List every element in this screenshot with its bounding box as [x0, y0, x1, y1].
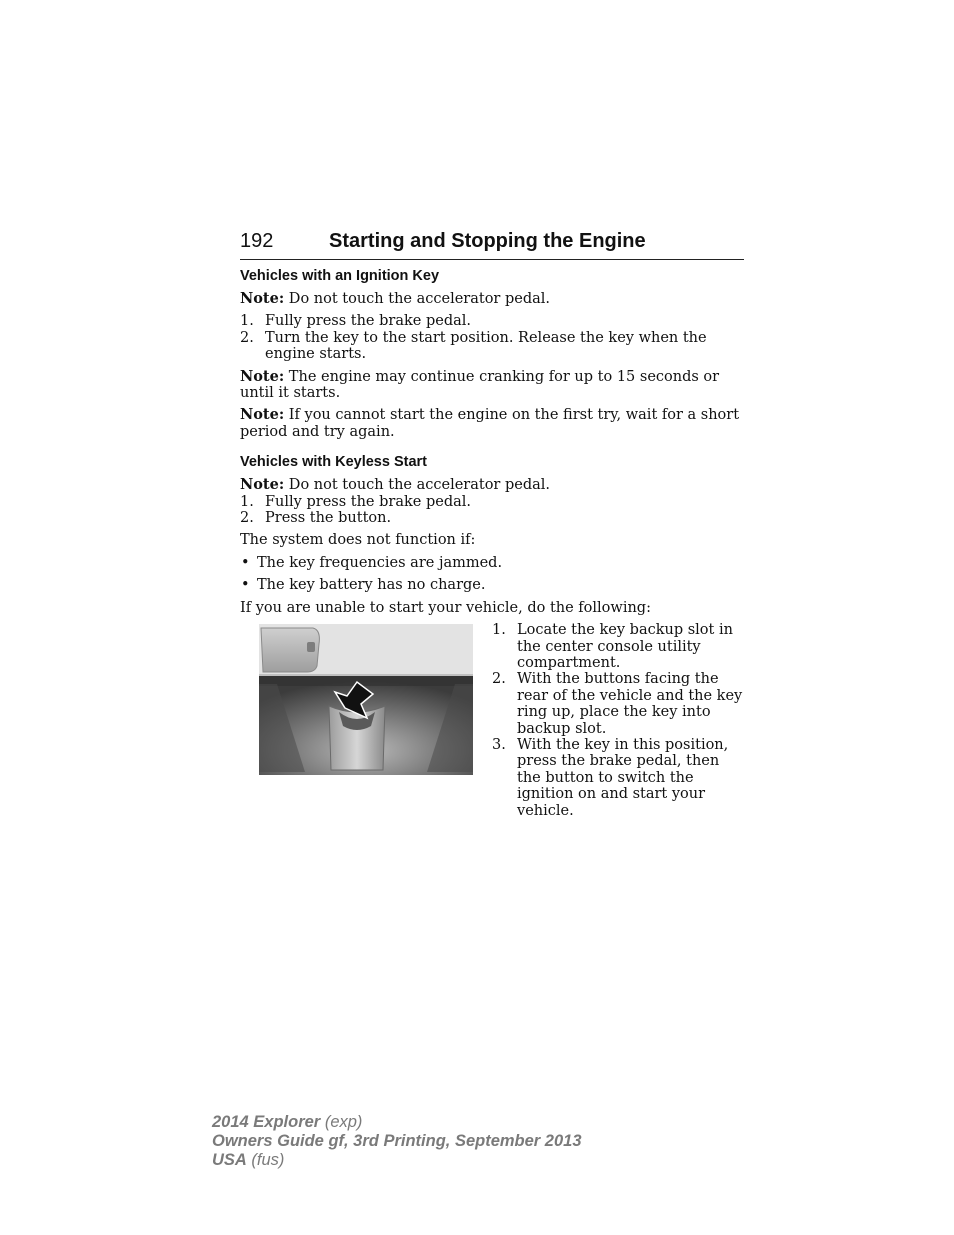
keyless-steps-list	[240, 494, 744, 527]
page-header	[240, 229, 744, 260]
page-title: Starting and Stopping the Engine	[329, 230, 646, 252]
footer-model-code: (exp)	[320, 1113, 363, 1131]
step-number: 1.	[492, 622, 506, 639]
note-paragraph	[240, 291, 744, 307]
footer-line	[212, 1113, 582, 1132]
step-number: 1.	[240, 313, 254, 330]
list-item	[240, 330, 744, 363]
bullet-icon: •	[241, 554, 250, 571]
note-label: Note:	[240, 367, 285, 385]
step-text: Locate the key backup slot in the center console utility compartment.	[517, 622, 733, 671]
note-text: If you cannot start the engine on the first try, wait for a short period and try again.	[240, 407, 740, 440]
list-item	[240, 555, 744, 571]
note-text: The engine may continue cranking for up to 15 seconds or until it starts.	[240, 368, 720, 402]
note-text: Do not touch the accelerator pedal.	[284, 477, 550, 494]
step-number: 2.	[492, 671, 506, 688]
bullet-list	[240, 555, 744, 594]
note-text: Do not touch the accelerator pedal.	[284, 291, 550, 307]
list-item	[492, 671, 744, 737]
bullet-text: The key battery has no charge.	[257, 577, 486, 594]
list-item	[240, 313, 744, 329]
note-label: Note:	[240, 290, 285, 307]
section-heading-ignition-key: Vehicles with an Ignition Key	[240, 268, 440, 284]
list-item	[492, 737, 744, 819]
footer-printing: Owners Guide gf, 3rd Printing, September 2013	[212, 1132, 582, 1150]
page-footer	[212, 1113, 582, 1170]
list-item	[240, 510, 744, 526]
step-text: Fully press the brake pedal.	[265, 313, 471, 330]
step-text: With the key in this position, press the brake pedal, then the button to switch the ignition on and start your vehicle.	[517, 736, 729, 819]
section-heading-keyless-start: Vehicles with Keyless Start	[240, 454, 427, 471]
footer-line	[212, 1151, 582, 1170]
ignition-steps-list	[240, 313, 744, 362]
unable-intro-text: If you are unable to start your vehicle, do the following:	[240, 599, 651, 616]
page-number: 192	[240, 230, 274, 252]
system-intro-text: The system does not function if:	[240, 532, 476, 549]
note-paragraph	[240, 407, 744, 440]
bullet-text: The key frequencies are jammed.	[257, 554, 503, 571]
backup-slot-steps-list	[492, 622, 744, 819]
step-text: Press the button.	[265, 510, 392, 527]
step-number: 3.	[492, 736, 506, 753]
step-number: 2.	[240, 510, 254, 527]
list-item	[240, 494, 744, 510]
note-paragraph	[240, 477, 744, 493]
list-item	[240, 577, 744, 593]
footer-market-code: (fus)	[246, 1151, 285, 1169]
key-backup-slot-illustration	[257, 622, 475, 777]
note-label: Note:	[240, 406, 285, 424]
step-text: With the buttons facing the rear of the vehicle and the key ring up, place the key into backup slot.	[517, 671, 743, 737]
footer-market: USA	[212, 1151, 247, 1169]
step-number: 1.	[240, 493, 254, 510]
bullet-icon: •	[241, 577, 250, 594]
list-item	[492, 622, 744, 671]
step-text: Fully press the brake pedal.	[265, 493, 471, 510]
note-paragraph	[240, 369, 744, 402]
footer-model: 2014 Explorer	[212, 1113, 321, 1131]
step-number: 2.	[240, 329, 254, 346]
page-content	[240, 268, 744, 819]
figure-row	[240, 622, 744, 819]
step-text: Turn the key to the start position. Release the key when the engine starts.	[265, 329, 707, 363]
footer-line	[212, 1132, 582, 1151]
note-label: Note:	[240, 476, 285, 494]
